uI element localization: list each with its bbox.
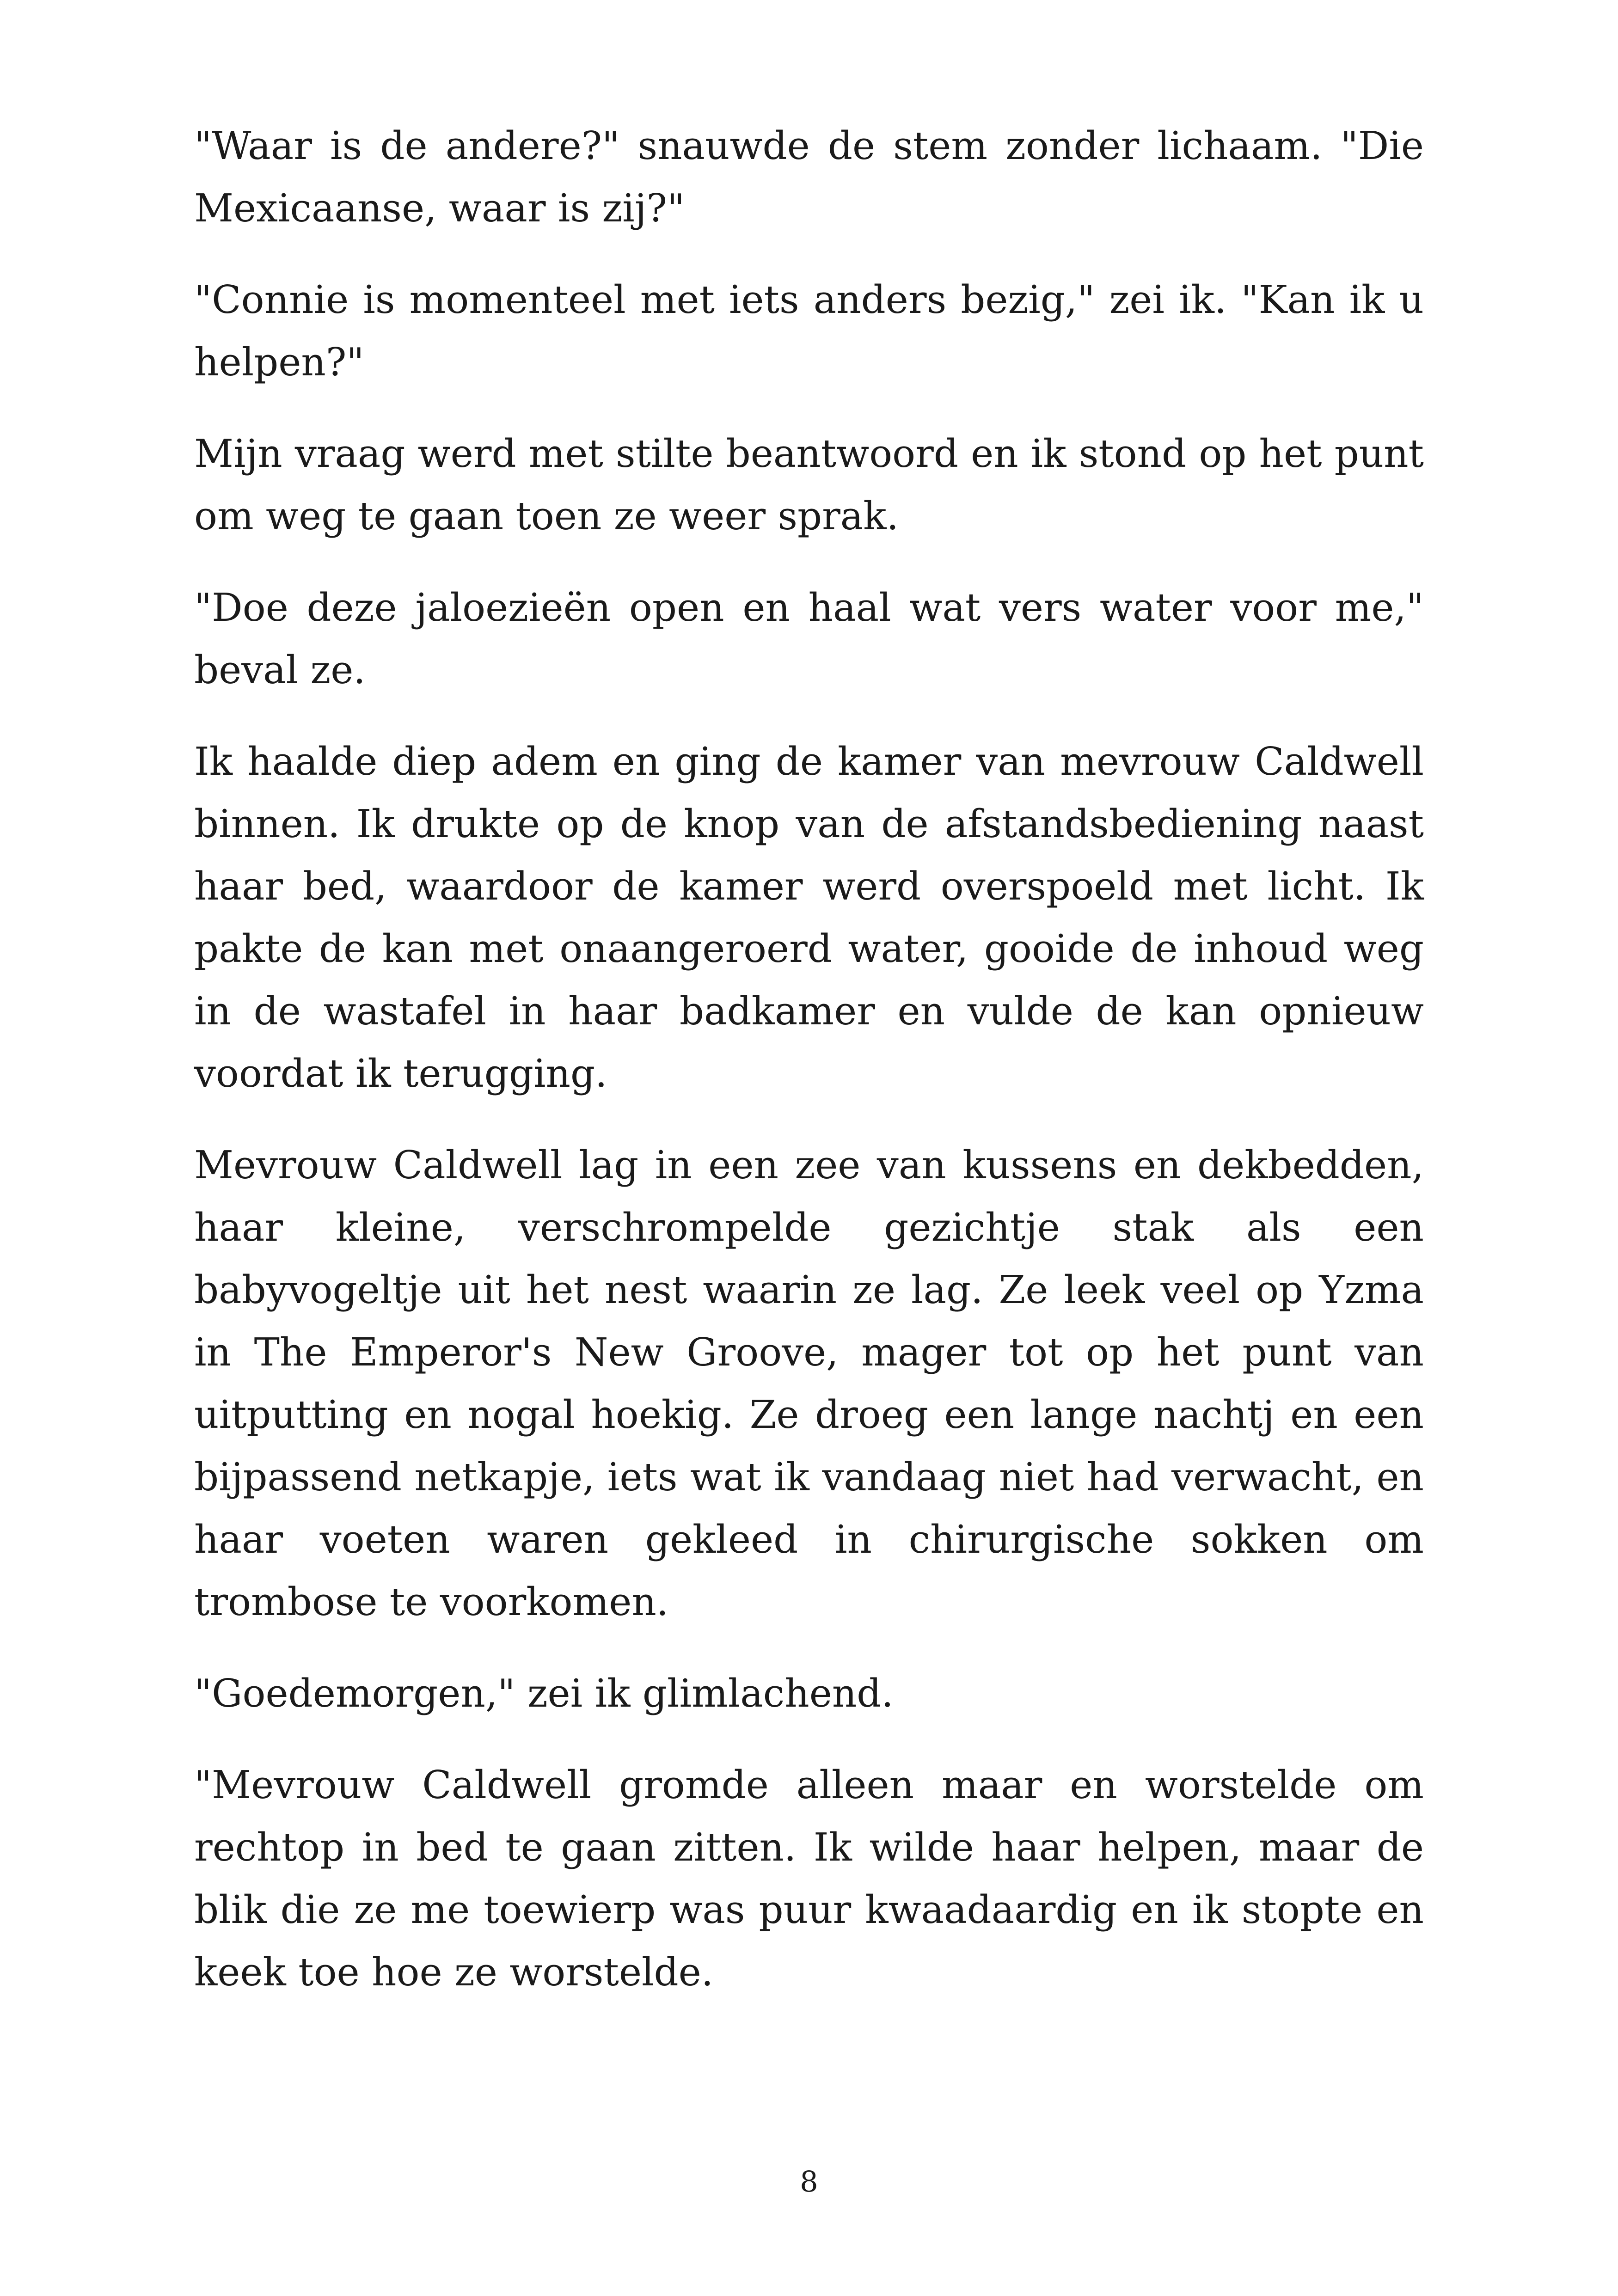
paragraph-2: "Connie is momenteel met iets anders bezig," zei ik. "Kan ik u helpen?": [194, 277, 1424, 385]
page-number: 8: [800, 2165, 818, 2198]
paragraph-5: Ik haalde diep adem en ging de kamer van mevrouw Caldwell binnen. Ik drukte op de knop van de afstandsbediening naast haar bed, waardoor de kamer werd overspoeld met licht. Ik pakte de kan met onaangeroerd water, gooide de inhoud weg in de wastafel in haar badkamer en vulde de kan opnieuw voordat ik terugging.: [194, 739, 1424, 1096]
paragraph-1: "Waar is de andere?" snauwde de stem zonder lichaam. "Die Mexicaanse, waar is zij?": [194, 123, 1424, 231]
paragraph-4: "Doe deze jaloezieën open en haal wat vers water voor me," beval ze.: [194, 585, 1424, 692]
paragraph-8: "Mevrouw Caldwell gromde alleen maar en worstelde om rechtop in bed te gaan zitten. Ik wilde haar helpen, maar de blik die ze me toewierp was puur kwaadaardig en ik stopte en keek toe hoe ze worstelde.: [194, 1763, 1424, 1995]
paragraph-7: "Goedemorgen," zei ik glimlachend.: [194, 1671, 894, 1716]
paragraph-6: Mevrouw Caldwell lag in een zee van kussens en dekbedden, haar kleine, verschrompelde gezichtje stak als een babyvogeltje uit het nest waarin ze lag. Ze leek veel op Yzma in The Emperor's New Groove, mager tot op het punt van uitputting en nogal hoekig. Ze droeg een lange nachtj en een bijpassend netkapje, iets wat ik vandaag niet had verwacht, en haar voeten waren gekleed in chirurgische sokken om trombose te voorkomen.: [194, 1143, 1424, 1624]
paragraph-3: Mijn vraag werd met stilte beantwoord en ik stond op het punt om weg te gaan toen ze weer sprak.: [194, 431, 1424, 539]
body-text: [194, 115, 1424, 2033]
